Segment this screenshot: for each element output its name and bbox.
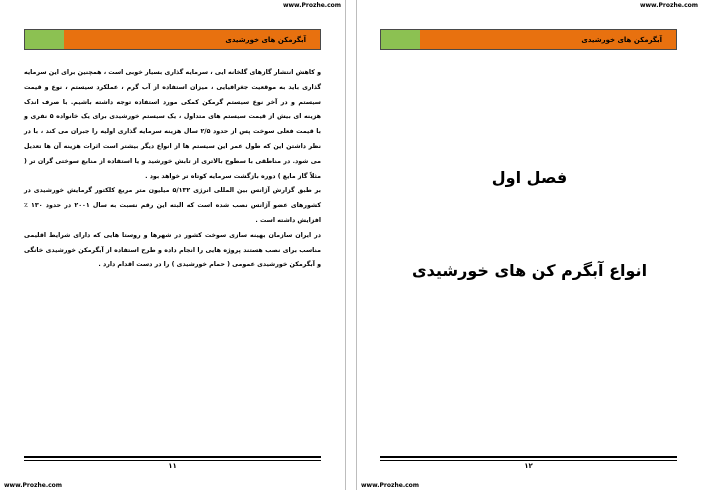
- paragraph: در ایران سازمان بهینه سازی سوخت کشور در شهرها و روستا هایی که دارای شرایط اقلیمی مناسب برای نصب هستند پروژه هایی را انجام داده و طرح استفاده از آبگرمکن خورشیدی خانگی و آبگرمکن خورشیدی عمومی ( حمام خورشیدی ) را در دست اقدام دارد .: [24, 231, 321, 269]
- header-green-block: [25, 30, 64, 49]
- footer-rule-thin: [24, 460, 321, 461]
- page-header: [380, 29, 677, 50]
- header-title: آبگرمکن های خورشیدی: [420, 30, 676, 49]
- header-green-block: [381, 30, 420, 49]
- page-gutter: [345, 0, 357, 490]
- site-url-bottom[interactable]: www.Prozhe.com: [4, 482, 63, 489]
- page-number: ۱۲: [524, 462, 533, 470]
- site-url-top[interactable]: www.Prozhe.com: [639, 2, 698, 9]
- chapter-title: انواع آبگرم کن های خورشیدی: [411, 261, 648, 280]
- left-page: [0, 0, 345, 490]
- body-text: [24, 66, 321, 273]
- site-url-top[interactable]: www.Prozhe.com: [282, 2, 341, 9]
- chapter-label: فصل اول: [491, 168, 568, 187]
- paragraph: و کاهش انتشار گازهای گلخانه ایی ، سرمایه گذاری بسیار خوبی است ، همچنین برای این سرمایه گذاری باید به موقعیت جغرافیایی ، میزان استفاده از آب گرم ، عملکرد سیستم ، نوع و قیمت سیستم و در آخر نوع سیستم گرمکن کمکی مورد استفاده توجه داشته باشیم. با صرف اندک هزینه ای بیش از قیمت سیستم های متداول ، یک سیستم خورشیدی برای یک خانواده ۵ نفری و با قیمت فعلی سوخت پس از حدود ۲/۵ سال هزینه سرمایه گذاری اولیه را جبران می کند ، با در نظر داشتن این که طول عمر این سیستم ها از انواع دیگر بیشتر است اثرات هزینه آن ها تعدیل می شود. در مناطقی با سطوح بالاتری از تابش خورشید و یا استفاده از منابع سوختی گران تر ( مثلاً گاز مایع ) دوره بازگشت سرمایه کوتاه تر خواهد بود .: [24, 69, 321, 180]
- page-header: [24, 29, 321, 50]
- page-number: ۱۱: [168, 462, 177, 470]
- footer-rule-thin: [380, 460, 677, 461]
- footer-rule: [24, 456, 321, 458]
- paragraph: بر طبق گزارش آژانس بین المللی انرژی ۵/۱۳۲ میلیون متر مربع کلکتور گرمایش خورشیدی در کشورهای عضو آژانس نصب شده است که البته این رقم نسبت به سال ۲۰۰۱ در حدود ۱۳۰ ٪ افزایش داشته است .: [24, 187, 321, 224]
- right-page: [357, 0, 702, 490]
- header-title: آبگرمکن های خورشیدی: [64, 30, 320, 49]
- footer-rule: [380, 456, 677, 458]
- site-url-bottom[interactable]: www.Prozhe.com: [361, 482, 420, 489]
